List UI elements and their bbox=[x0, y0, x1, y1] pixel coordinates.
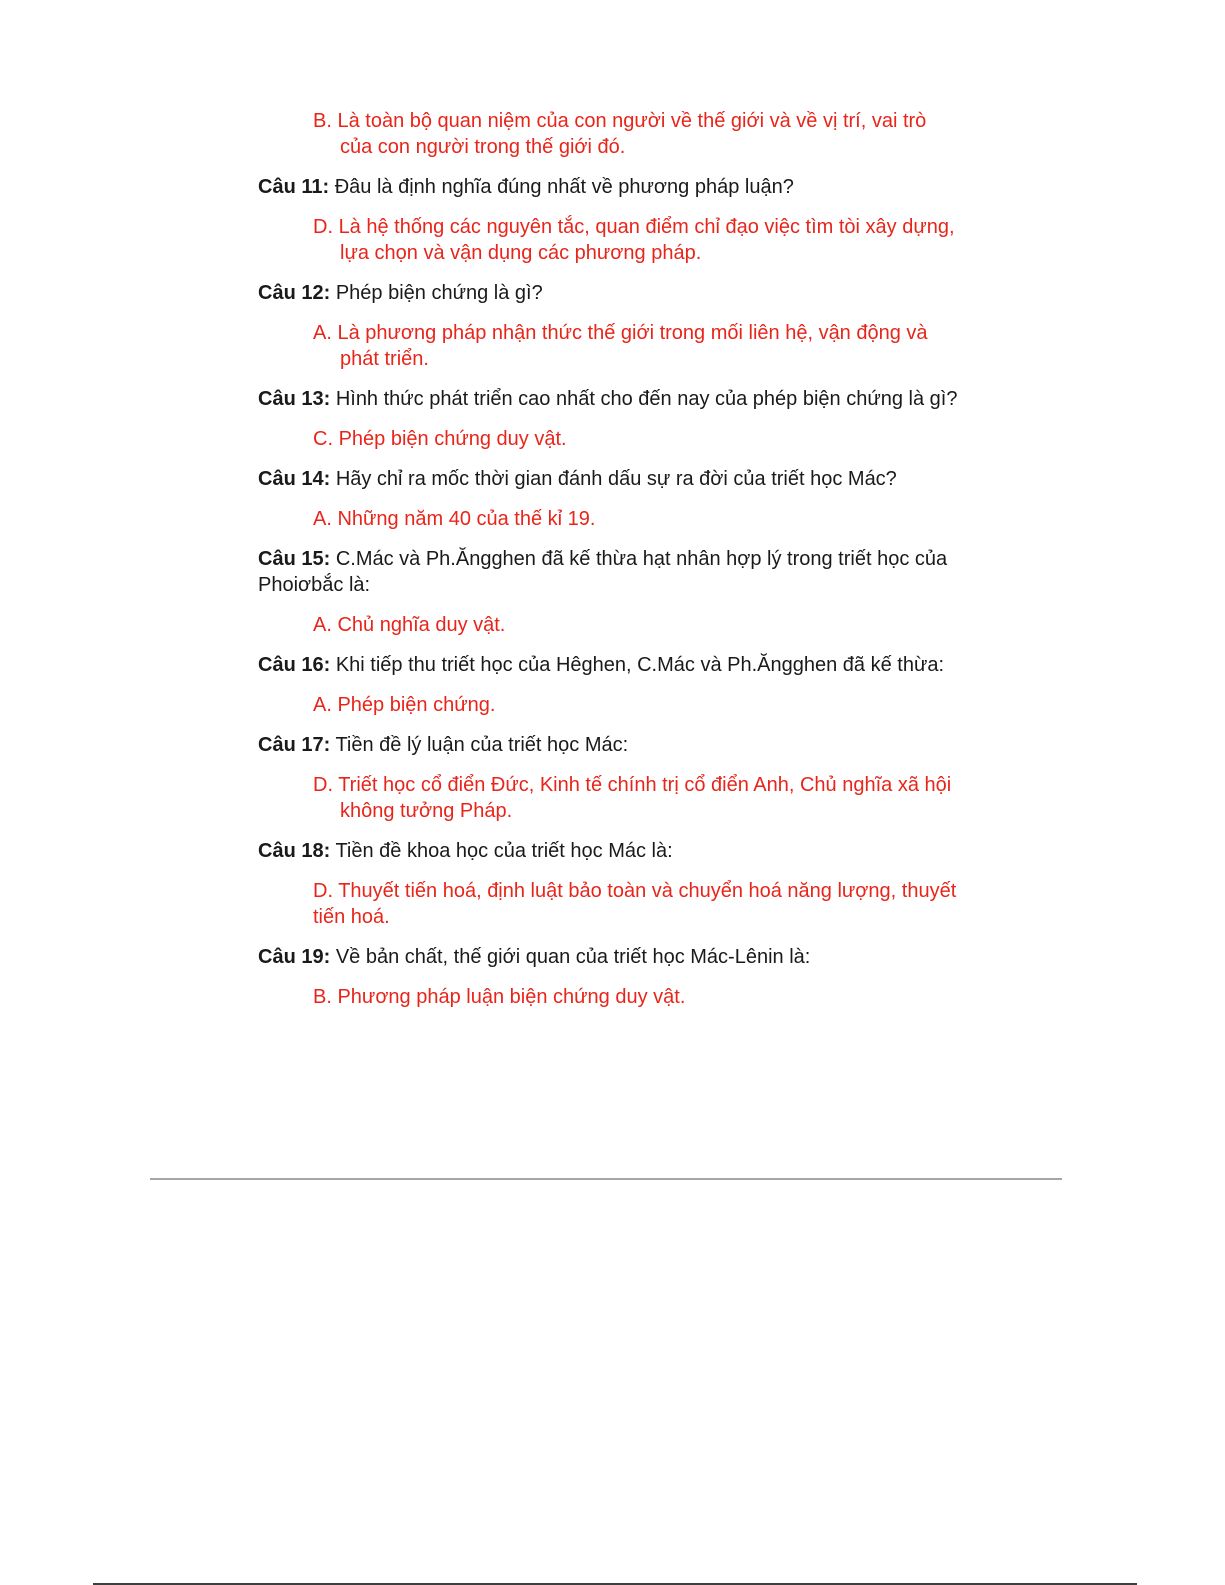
question-label: Câu 12: bbox=[258, 282, 331, 304]
question-text: Về bản chất, thế giới quan của triết học Mác-Lênin là: bbox=[335, 946, 811, 968]
answer-option bbox=[313, 320, 963, 372]
answer-option bbox=[313, 214, 963, 266]
answer-text: Phép biện chứng. bbox=[337, 694, 496, 716]
question-text: Đâu là định nghĩa đúng nhất về phương pháp luận? bbox=[334, 176, 794, 198]
question bbox=[258, 546, 963, 598]
question-label: Câu 15: bbox=[258, 548, 331, 570]
answer-option bbox=[313, 692, 963, 718]
question-label: Câu 13: bbox=[258, 388, 331, 410]
page-divider bbox=[150, 1178, 1062, 1180]
question-label: Câu 18: bbox=[258, 840, 331, 862]
answer-text: Những năm 40 của thế kỉ 19. bbox=[337, 508, 596, 530]
question bbox=[258, 386, 963, 412]
answer-text: Phép biện chứng duy vật. bbox=[338, 428, 567, 450]
answer-text: Là hệ thống các nguyên tắc, quan điểm chỉ đạo việc tìm tòi xây dựng, lựa chọn và vận dụng các phương pháp. bbox=[338, 216, 955, 264]
question-label: Câu 19: bbox=[258, 946, 331, 968]
question bbox=[258, 174, 963, 200]
answer-text: Thuyết tiến hoá, định luật bảo toàn và chuyển hoá năng lượng, thuyết tiến hoá. bbox=[313, 880, 957, 928]
question-text: Hình thức phát triển cao nhất cho đến nay của phép biện chứng là gì? bbox=[335, 388, 958, 410]
question bbox=[258, 944, 963, 970]
answer-option bbox=[313, 984, 963, 1010]
question-label: Câu 14: bbox=[258, 468, 331, 490]
answer-option bbox=[313, 506, 963, 532]
answer-letter: A. bbox=[313, 508, 332, 530]
question-label: Câu 17: bbox=[258, 734, 331, 756]
answer-letter: C. bbox=[313, 428, 333, 450]
answer-letter: B. bbox=[313, 110, 332, 132]
answer-letter: B. bbox=[313, 986, 332, 1008]
answer-option bbox=[313, 878, 963, 930]
answer-letter: D. bbox=[313, 774, 333, 796]
question bbox=[258, 652, 963, 678]
answer-text: Chủ nghĩa duy vật. bbox=[337, 614, 506, 636]
answer-letter: A. bbox=[313, 614, 332, 636]
question-label: Câu 16: bbox=[258, 654, 331, 676]
question-text: Khi tiếp thu triết học của Hêghen, C.Mác và Ph.Ăngghen đã kế thừa: bbox=[335, 654, 945, 676]
answer-text: Phương pháp luận biện chứng duy vật. bbox=[337, 986, 686, 1008]
answer-text: Triết học cổ điển Đức, Kinh tế chính trị cổ điển Anh, Chủ nghĩa xã hội không tưởng Pháp. bbox=[338, 774, 952, 822]
question-text: Phép biện chứng là gì? bbox=[335, 282, 543, 304]
answer-option bbox=[313, 612, 963, 638]
question bbox=[258, 466, 963, 492]
answer-text: Là phương pháp nhận thức thế giới trong mối liên hệ, vận động và phát triển. bbox=[337, 322, 928, 370]
question bbox=[258, 838, 963, 864]
answer-letter: A. bbox=[313, 694, 332, 716]
question-text: C.Mác và Ph.Ăngghen đã kế thừa hạt nhân hợp lý trong triết học của Phoiơbắc là: bbox=[258, 548, 948, 596]
answer-text: Là toàn bộ quan niệm của con người về thế giới và về vị trí, vai trò của con người trong thế giới đó. bbox=[337, 110, 927, 158]
answer-option bbox=[313, 426, 963, 452]
question bbox=[258, 732, 963, 758]
answer-letter: A. bbox=[313, 322, 332, 344]
answer-letter: D. bbox=[313, 880, 333, 902]
answer-option bbox=[313, 108, 963, 160]
question-text: Hãy chỉ ra mốc thời gian đánh dấu sự ra đời của triết học Mác? bbox=[335, 468, 897, 490]
question bbox=[258, 280, 963, 306]
question-text: Tiền đề khoa học của triết học Mác là: bbox=[335, 840, 673, 862]
answer-option bbox=[313, 772, 963, 824]
answer-letter: D. bbox=[313, 216, 333, 238]
question-label: Câu 11: bbox=[258, 176, 330, 198]
question-text: Tiền đề lý luận của triết học Mác: bbox=[335, 734, 629, 756]
